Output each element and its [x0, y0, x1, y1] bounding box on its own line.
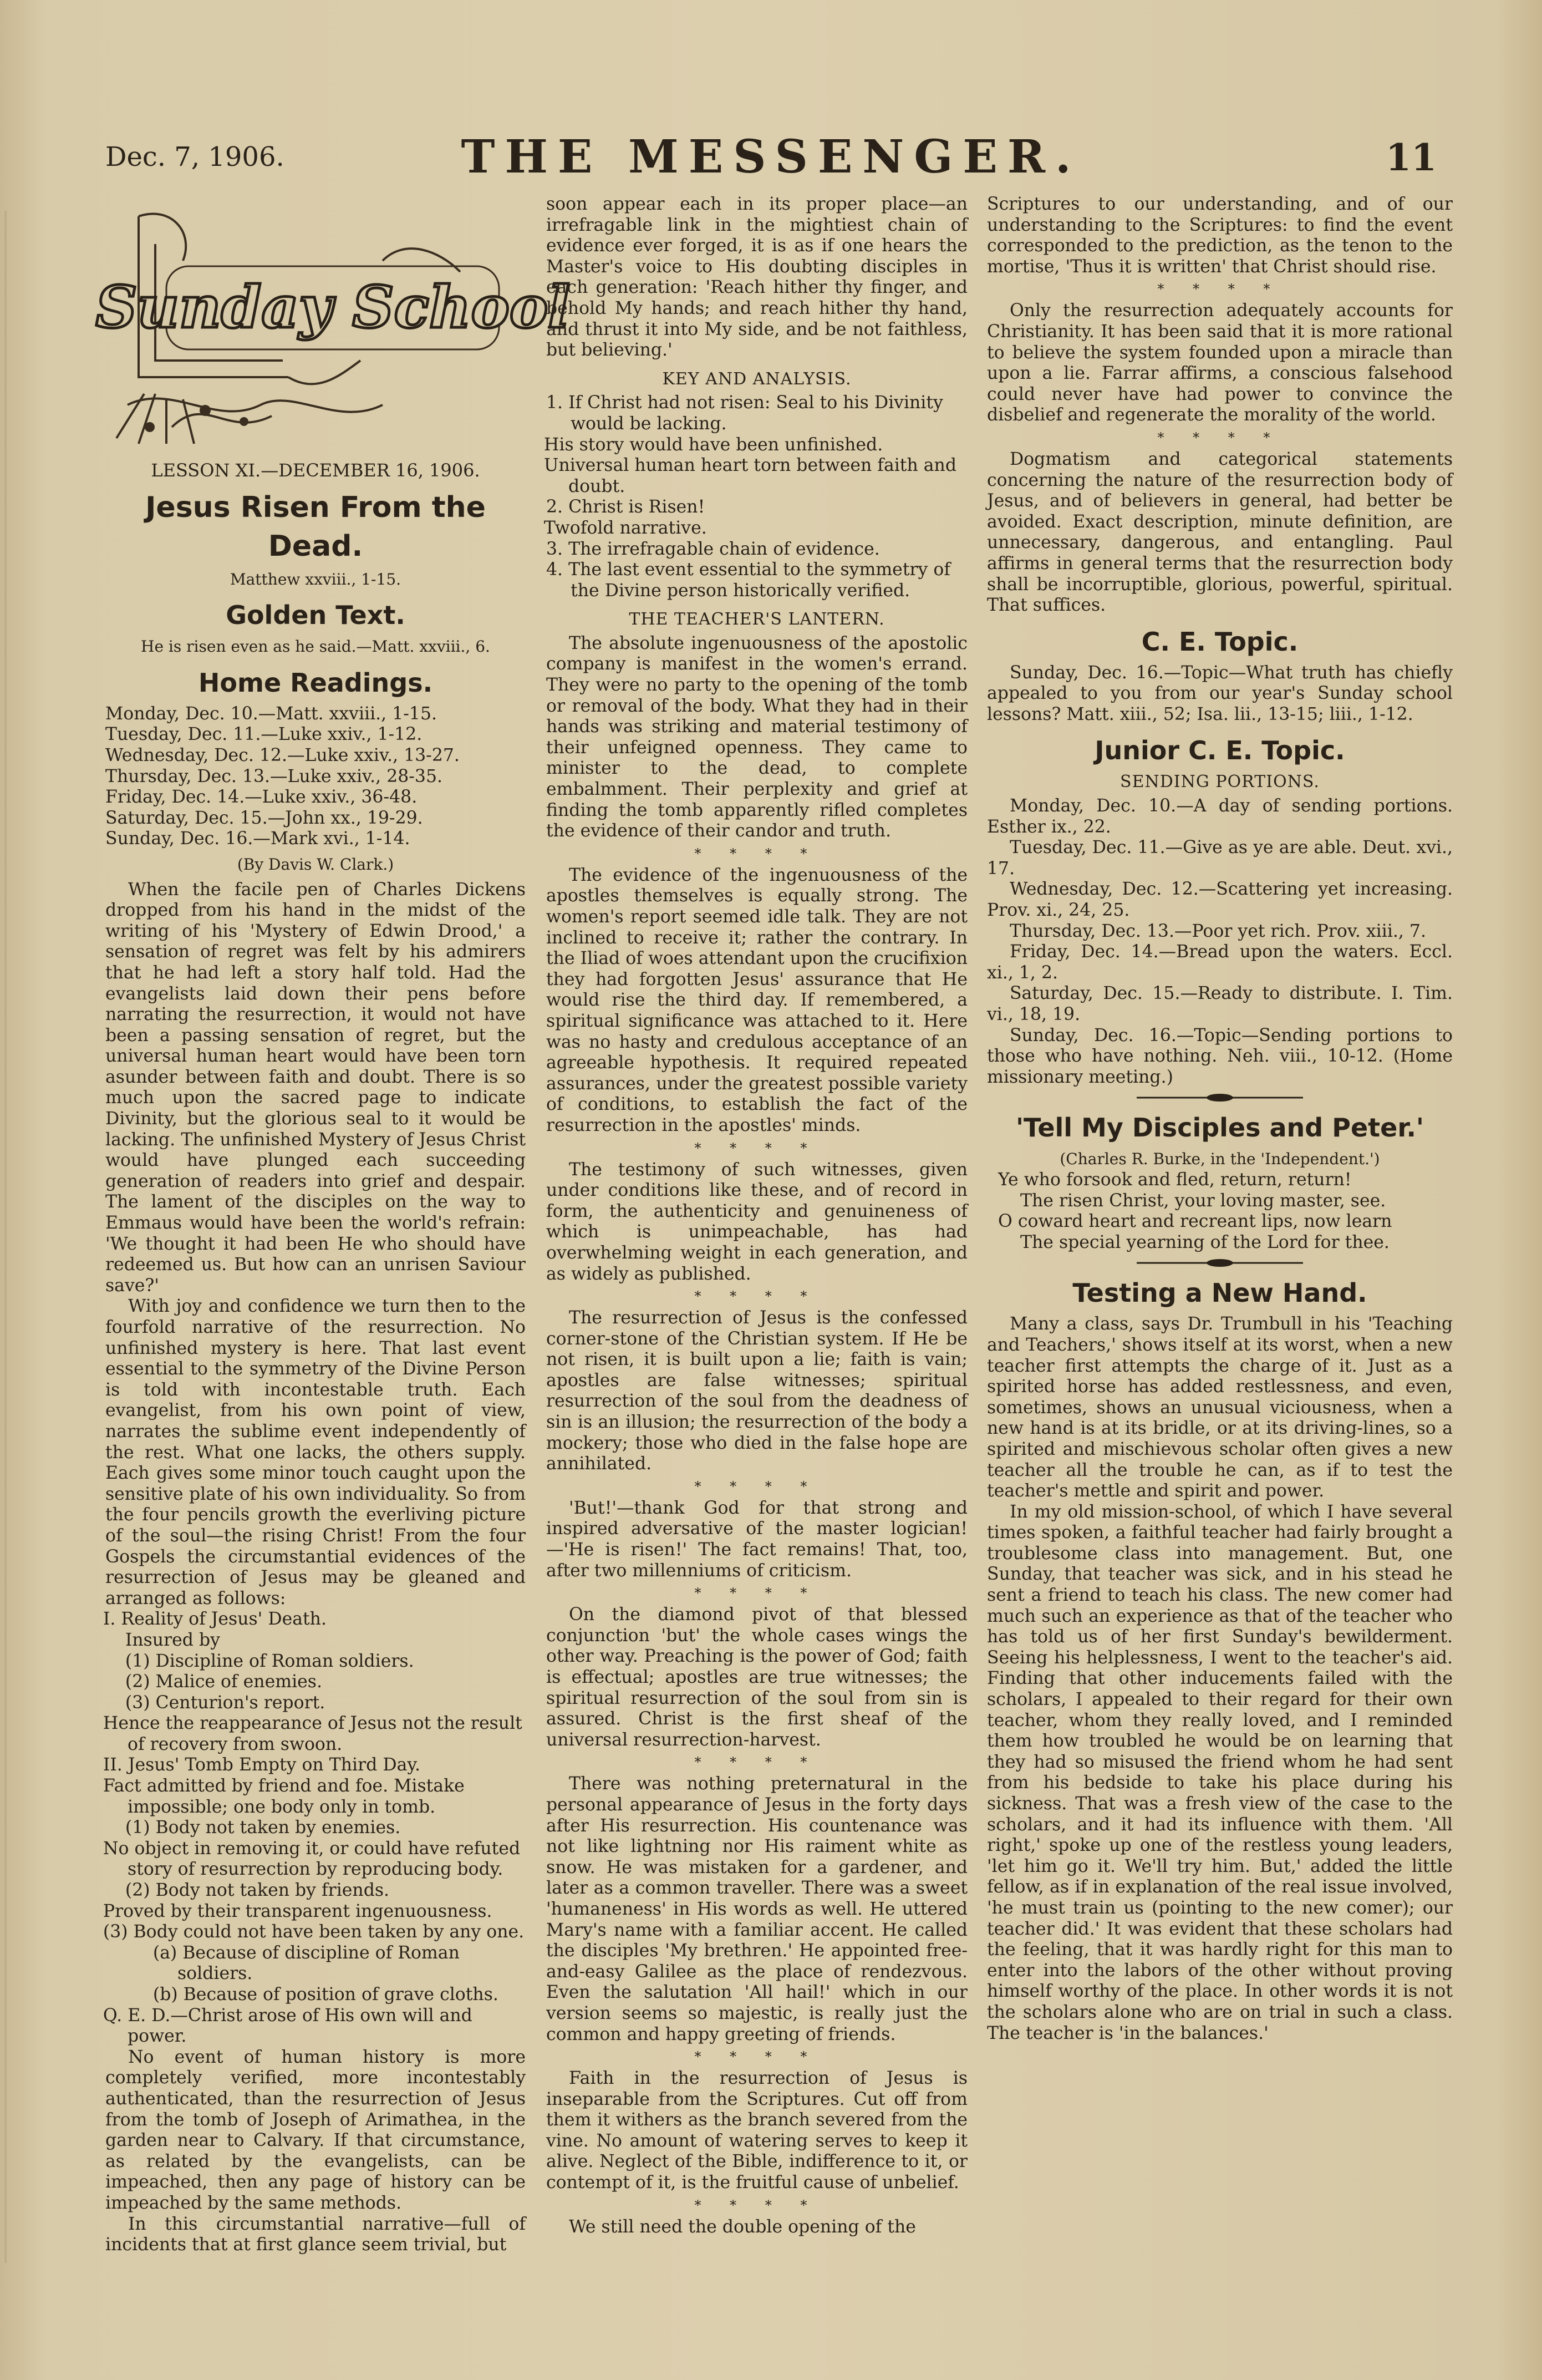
golden-text-heading: Golden Text.	[226, 600, 405, 631]
poem-title: 'Tell My Disciples and Peter.'	[1015, 1113, 1424, 1143]
outline-item: Proved by their transparent ingenuousness.	[103, 1901, 492, 1921]
paragraph: There was nothing preternatural in the personal appearance of Jesus in the forty days after His resurrection. His countenance was not like lightning nor His raiment white as snow. He was mistaken for a gardener, and later as a common traveller. There was a sweet 'humaneness' in His words as well. He uttered Mary's name with a familiar accent. He called the disciples 'My brethren.' He appointed free-and-easy Galilee as the place of rendezvous. Even the salutation 'All hail!' which in our version seems so majestic, is really just the common and happy greeting of friends.	[546, 1774, 968, 2044]
reading-item: Sunday, Dec. 16.—Mark xvi., 1-14.	[105, 829, 410, 849]
section-divider-stars: * * * *	[694, 1140, 820, 1156]
key-analysis-list	[543, 393, 968, 601]
section-divider-stars: * * * *	[1157, 429, 1283, 445]
outline-item: Fact admitted by friend and foe. Mistake impossible; one body only in tomb.	[103, 1776, 465, 1817]
outline-item: (3) Body could not have been taken by any one.	[103, 1922, 525, 1942]
sunday-school-logo	[95, 194, 570, 449]
paragraph: Faith in the resurrection of Jesus is inseparable from the Scriptures. Cut off from them it withers as the branch severed from the vine. No amount of watering serves to keep it alive. Neglect of the Bible, indifference to it, or contempt of it, is the fruitful cause of unbelief.	[546, 2068, 968, 2193]
ce-topic-heading: C. E. Topic.	[1141, 626, 1299, 657]
paragraph: We still need the double opening of the	[568, 2216, 916, 2237]
outline-item: No object in removing it, or could have refuted story of resurrection by reproducing body.	[103, 1838, 521, 1880]
masthead-title: THE MESSENGER.	[461, 130, 1081, 184]
paragraph: The absolute ingenuousness of the apostolic company is manifest in the women's errand. They were no party to the opening of the tomb or removal of the body. What they had in their hands was striking and material testimony of their unfeigned openness. They came to minister to the dead, to complete embalmment. Their perplexity and grief at finding the tomb apparently rifled completes the evidence of their candor and truth.	[546, 633, 968, 841]
outline-item: (b) Because of position of grave cloths.	[152, 1985, 498, 2005]
reading-item: Friday, Dec. 14.—Luke xxiv., 36-48.	[105, 787, 418, 808]
outline-item: Hence the reappearance of Jesus not the result of recovery from swoon.	[103, 1713, 522, 1754]
section-divider-stars: * * * *	[1157, 281, 1283, 297]
key-item: Twofold narrative.	[543, 517, 707, 538]
home-readings-list	[105, 704, 526, 850]
byline: (By Davis W. Clark.)	[237, 855, 394, 874]
junior-item: Monday, Dec. 10.—A day of sending portions. Esther ix., 22.	[987, 796, 1453, 837]
paragraph: In my old mission-school, of which I have several times spoken, a faithful teacher had fairly brought a troublesome class into management. But, one Sunday, that teacher was sick, and in his stead he sent a friend to teach his class. The new comer had much such an experience as that of the teacher who has told us of her first Sunday's bewilderment. Seeing his helplessness, I went to the teacher's aid. Finding that other inducements failed with the scholars, I appealed to their regard for their own teacher, whom they really loved, and I reminded them how troubled he would be on learning that they had so misused the friend whom he had sent from his bedside to take his place during his sickness. That was a fresh view of the case to the scholars, and it had its influence with them. 'All right,' spoke up one of the restless young leaders, 'let him go it. We'll try him. But,' added the little fellow, as if in explanation of the real issue involved, 'he must train us (pointing to the new comer); our teacher did.' It was evident that these scholars had the feeling, that it was hardly right for this man to enter into the labors of the other without proving himself worthy of the place. In other words it is not the scholars alone who are on trial in such a class. The teacher is 'in the balances.'	[987, 1501, 1453, 2043]
column-3	[987, 194, 1453, 2241]
outline-item: (3) Centurion's report.	[125, 1692, 325, 1713]
junior-item: Friday, Dec. 14.—Bread upon the waters. Eccl. xi., 1, 2.	[987, 942, 1453, 983]
paragraph: On the diamond pivot of that blessed conjunction 'but' the whole cases wings the other way. Preaching is the power of God; faith is effectual; apostles are true witnesses; the spiritual resurrection of the soul from sin is assured. Christ is the first sheaf of the universal resurrection-harvest.	[546, 1605, 968, 1750]
poem-line: The risen Christ, your loving master, see.	[1020, 1190, 1386, 1211]
paragraph: No event of human history is more completely verified, more incontestably authenticated, than the resurrection of Jesus from the tomb of Joseph of Arimathea, in the garden near to Calvary. If that circumstance, as related by the evangelists, can be impeached, then any page of history can be impeached by the same methods.	[105, 2047, 526, 2213]
golden-text: He is risen even as he said.—Matt. xxviii., 6.	[141, 637, 490, 656]
key-item: 1. If Christ had not risen: Seal to his Divinity would be lacking.	[546, 393, 943, 434]
paragraph: In this circumstantial narrative—full of incidents that at first glance seem trivial, but	[105, 2214, 526, 2255]
poem-stanza	[987, 1170, 1453, 1253]
lesson-number: LESSON XI.—DECEMBER 16, 1906.	[151, 460, 480, 481]
key-item: 3. The irrefragable chain of evidence.	[546, 539, 880, 559]
home-readings-heading: Home Readings.	[198, 667, 433, 698]
outline-item: I. Reality of Jesus' Death.	[103, 1609, 327, 1630]
paragraph: The testimony of such witnesses, given under conditions like these, and of record in form, the authenticity and genuineness of which is unimpeachable, has had overwhelming weight in each generation, and as widely as published.	[546, 1159, 968, 1284]
reading-item: Tuesday, Dec. 11.—Luke xxiv., 1-12.	[105, 724, 423, 745]
poem-line: The special yearning of the Lord for thee.	[1020, 1232, 1390, 1252]
poem-line: O coward heart and recreant lips, now learn	[998, 1211, 1392, 1232]
testing-heading: Testing a New Hand.	[1072, 1278, 1367, 1308]
paragraph: soon appear each in its proper place—an irrefragable link in the mightiest chain of evidence ever forged, it is as if one hears the Master's voice to His doubting disciples in each generation: 'Reach hither thy finger, and behold My hands; and reach hither thy hand, and thrust it into My side, and be not faithless, but believing.'	[546, 194, 968, 361]
paragraph: Scriptures to our understanding, and of our understanding to the Scriptures: to find the event corresponded to the prediction, as the tenon to the mortise, 'Thus it is written' that Christ should rise.	[987, 194, 1453, 277]
outline-item: Insured by	[125, 1630, 220, 1650]
paragraph: When the facile pen of Charles Dickens dropped from his hand in the midst of the writing of his 'Mystery of Edwin Drood,' a sensation of regret was felt by his admirers that he had left a story half told. Had the evangelists laid down their pens before narrating the resurrection, it would not have been a passing sensation of regret, but the universal human heart would have been torn asunder between faith and doubt. There is so much upon the sacred page to indicate Divinity, but the glorious seal to it would be lacking. The unfinished Mystery of Jesus Christ would have plunged each succeeding generation of readers into grief and despair. The lament of the disciples on the way to Emmaus would have been the world's refrain: 'We thought it had been He who should have redeemed us. But how can an unrisen Saviour save?'	[105, 879, 526, 1296]
column-2	[543, 194, 968, 2241]
paragraph: Only the resurrection adequately accounts for Christianity. It has been said that it is more rational to believe the system founded upon a miracle than upon a lie. Farrar affirms, a conscious falsehood could never have had power to convince the disbelief and regenerate the morality of the world.	[987, 301, 1453, 425]
reading-item: Saturday, Dec. 15.—John xx., 19-29.	[105, 808, 423, 828]
junior-item: Saturday, Dec. 15.—Ready to distribute. I. Tim. vi., 18, 19.	[987, 983, 1453, 1024]
paragraph: The resurrection of Jesus is the confessed corner-stone of the Christian system. If He be not risen, it is built upon a lie; faith is vain; apostles are false witnesses; spiritual resurrection of the soul from the deadness of sin is an illusion; the resurrection of the body a mockery; those who died in the false hope are annihilated.	[546, 1308, 968, 1474]
section-divider-stars: * * * *	[694, 1754, 820, 1770]
paragraph: Sunday, Dec. 16.—Topic—What truth has chiefly appealed to you from our year's Sunday school lessons? Matt. xiii., 52; Isa. lii., 13-15; liii., 1-12.	[987, 662, 1453, 724]
junior-subheading: SENDING PORTIONS.	[1120, 772, 1320, 792]
section-divider-stars: * * * *	[694, 1478, 820, 1494]
outline-item: II. Jesus' Tomb Empty on Third Day.	[103, 1755, 420, 1775]
junior-item: Tuesday, Dec. 11.—Give as ye are able. Deut. xvi., 17.	[987, 838, 1453, 879]
key-item: Universal human heart torn between faith and doubt.	[543, 455, 957, 496]
key-item: His story would have been unfinished.	[543, 434, 883, 455]
paragraph: With joy and confidence we turn then to the fourfold narrative of the resurrection. No unfinished mystery is here. That last event essential to the symmetry of the Divine Person is told with incontestable truth. Each evangelist, from his own point of view, narrates the sublime event independently of the rest. What one lacks, the others supply. Each gives some minor touch caught upon the sensitive plate of his own individuality. So from the four pencils growth the everliving picture of the soul—the rising Christ! From the four Gospels the circumstantial evidences of the resurrection of Jesus may be gleaned and arranged as follows:	[105, 1296, 526, 1608]
key-analysis-heading: KEY AND ANALYSIS.	[662, 369, 852, 389]
paragraph: The evidence of the ingenuousness of the apostles themselves is equally strong. The women's report seemed idle talk. They are not inclined to receive it; rather the contrary. In the Iliad of woes attendant upon the crucifixion they had forgotten Jesus' assurance that He would rise the third day. If remembered, a spiritual significance was attached to it. Here was no hasty and credulous acceptance of an agreeable hypothesis. It required repeated assurances, under the greatest possible variety of conditions, to establish the fact of the resurrection in the apostles' minds.	[546, 865, 968, 1135]
page-header	[105, 130, 1437, 191]
column-1	[95, 194, 570, 2255]
evidence-outline	[105, 1609, 526, 2047]
logo-lettering: Sunday School	[95, 273, 570, 341]
lesson-title: Jesus Risen From the Dead.	[145, 490, 486, 563]
paragraph: Dogmatism and categorical statements concerning the nature of the resurrection body of Jesus, and of believers in general, had better be avoided. Exact description, minute definition, are unnecessary, dangerous, and entangling. Paul affirms in general terms that the resurrection body shall be incorruptible, glorious, powerful, spiritual. That suffices.	[987, 449, 1453, 616]
outline-item: (2) Body not taken by friends.	[125, 1880, 390, 1901]
lesson-reference: Matthew xxviii., 1-15.	[230, 570, 401, 588]
teachers-lantern-heading: THE TEACHER'S LANTERN.	[629, 610, 885, 630]
reading-item: Monday, Dec. 10.—Matt. xxviii., 1-15.	[105, 703, 437, 724]
outline-item: Q. E. D.—Christ arose of His own will and power.	[103, 2005, 472, 2047]
section-divider-stars: * * * *	[694, 2049, 820, 2065]
section-divider-stars: * * * *	[694, 845, 820, 861]
paragraph: 'But!'—thank God for that strong and inspired adversative of the master logician!—'He is risen!' The fact remains! That, too, after two millenniums of criticism.	[546, 1498, 968, 1581]
key-item: 4. The last event essential to the symmetry of the Divine person historically verified.	[546, 560, 950, 601]
section-divider-stars: * * * *	[694, 1585, 820, 1601]
poem-line: Ye who forsook and fled, return, return!	[998, 1169, 1352, 1190]
junior-ce-topic-heading: Junior C. E. Topic.	[1095, 735, 1345, 766]
reading-item: Thursday, Dec. 13.—Luke xxiv., 28-35.	[105, 766, 443, 786]
issue-date: Dec. 7, 1906.	[105, 141, 284, 172]
outline-item: (a) Because of discipline of Roman soldiers.	[152, 1942, 460, 1984]
junior-item: Wednesday, Dec. 12.—Scattering yet increasing. Prov. xi., 24, 25.	[987, 879, 1453, 921]
ornamental-rule	[1137, 1093, 1303, 1102]
outline-item: (1) Body not taken by enemies.	[125, 1818, 401, 1838]
key-item: 2. Christ is Risen!	[546, 497, 705, 517]
sunday-school-illustration	[95, 194, 570, 449]
page-number: 11	[1386, 136, 1437, 179]
poem-byline: (Charles R. Burke, in the 'Independent.')	[1060, 1150, 1380, 1169]
outline-item: (1) Discipline of Roman soldiers.	[125, 1651, 414, 1671]
outline-item: (2) Malice of enemies.	[125, 1672, 322, 1692]
ornamental-rule	[1137, 1258, 1303, 1267]
section-divider-stars: * * * *	[694, 1288, 820, 1305]
section-divider-stars: * * * *	[694, 2197, 820, 2213]
paragraph: Many a class, says Dr. Trumbull in his 'Teaching and Teachers,' shows itself at its worst, when a new teacher first attempts the charge of it. Just as a spirited horse has added restlessness, and even, sometimes, shows an unusual viciousness, when a new hand is at its bridle, or at its driving-lines, so a spirited and mischievous scholar often gives a new teacher all the trouble he can, as if to test the teacher's mettle and spirit and power.	[987, 1314, 1453, 1501]
reading-item: Wednesday, Dec. 12.—Luke xxiv., 13-27.	[105, 745, 460, 765]
junior-item: Thursday, Dec. 13.—Poor yet rich. Prov. xiii., 7.	[1009, 921, 1426, 941]
page-edge-shadow	[4, 211, 7, 2263]
junior-item: Sunday, Dec. 16.—Topic—Sending portions to those who have nothing. Neh. viii., 10-12. (Home missionary meeting.)	[987, 1025, 1453, 1087]
